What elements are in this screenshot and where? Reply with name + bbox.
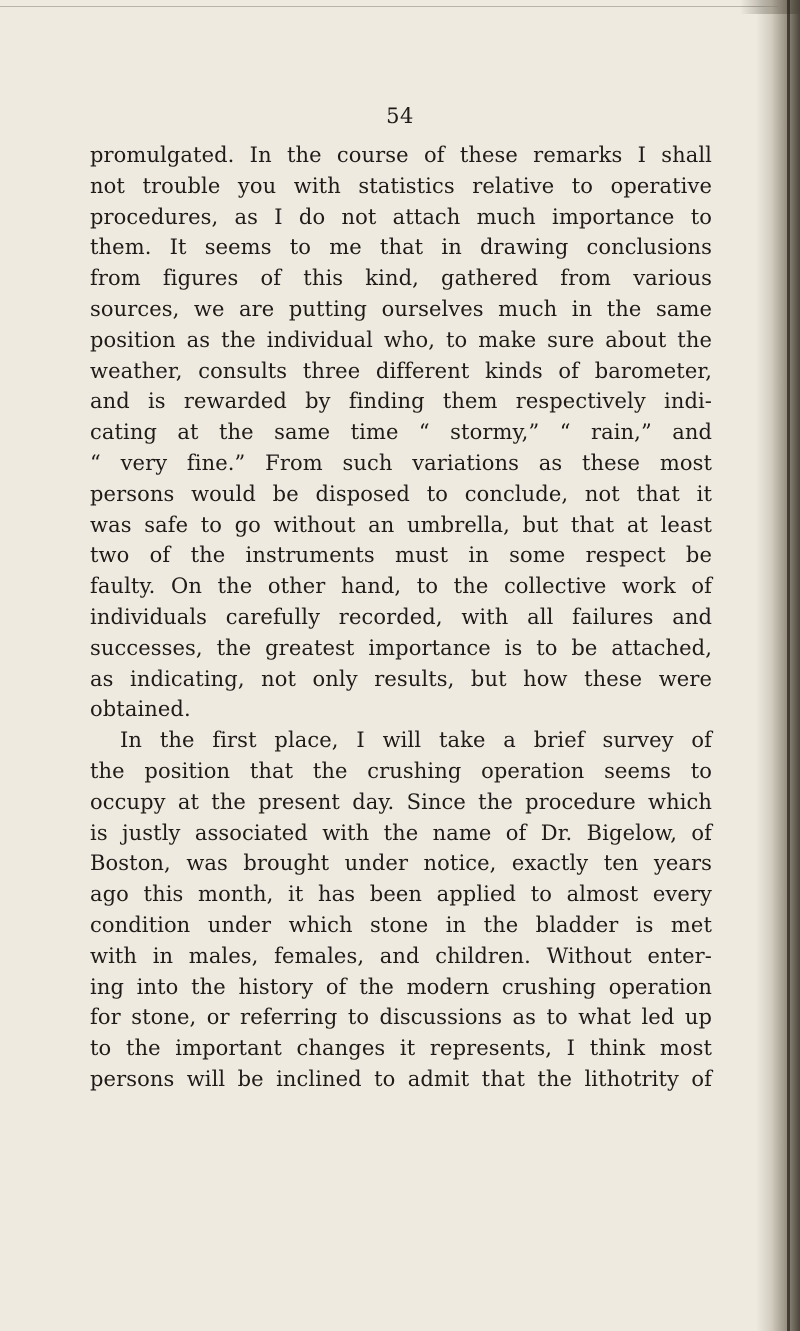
text-line: with in males, females, and children. Without enter-: [90, 943, 712, 968]
text-line: as indicating, not only results, but how these were: [90, 666, 712, 691]
text-line: persons will be inclined to admit that the lithotrity of: [90, 1066, 712, 1091]
paragraph-end-line: obtained.: [90, 697, 191, 722]
text-line: position as the individual who, to make sure about the: [90, 327, 712, 352]
text-line: weather, consults three different kinds of barometer,: [90, 358, 712, 383]
page-edge-line: [787, 0, 790, 1331]
text-line: ing into the history of the modern crushing operation: [90, 974, 712, 999]
text-line: faulty. On the other hand, to the collective work of: [90, 574, 712, 599]
text-line: two of the instruments must in some respect be: [90, 543, 712, 568]
text-line: ago this month, it has been applied to almost every: [90, 882, 712, 907]
text-line: individuals carefully recorded, with all failures and: [90, 604, 712, 629]
text-line: occupy at the present day. Since the procedure which: [90, 789, 712, 814]
top-rule: [0, 6, 778, 7]
text-line: Boston, was brought under notice, exactly ten years: [90, 851, 712, 876]
text-line: condition under which stone in the bladder is met: [90, 912, 712, 937]
text-line: was safe to go without an umbrella, but that at least: [90, 512, 712, 537]
text-line: from figures of this kind, gathered from various: [90, 266, 712, 291]
text-line: to the important changes it represents, I think most: [90, 1036, 712, 1061]
text-line: promulgated. In the course of these remarks I shall: [90, 143, 712, 167]
text-line: sources, we are putting ourselves much in the same: [90, 296, 712, 321]
text-line: cating at the same time “ stormy,” “ rain,” and: [90, 420, 712, 445]
text-line: procedures, as I do not attach much importance to: [90, 204, 712, 229]
text-line: for stone, or referring to discussions as to what led up: [90, 1005, 712, 1030]
text-line: successes, the greatest importance is to be attached,: [90, 635, 712, 660]
text-line: and is rewarded by finding them respectively indi-: [90, 389, 712, 414]
body-text: [90, 140, 712, 1095]
text-line: is justly associated with the name of Dr. Bigelow, of: [90, 820, 712, 845]
page-number: 54: [386, 104, 414, 128]
text-line: the position that the crushing operation seems to: [90, 758, 712, 783]
page-edge-shadow: [756, 0, 800, 1331]
text-line: them. It seems to me that in drawing conclusions: [90, 235, 712, 260]
text-line: persons would be disposed to conclude, not that it: [90, 481, 712, 506]
text-line: “ very fine.” From such variations as these most: [90, 450, 712, 475]
text-line: not trouble you with statistics relative to operative: [90, 173, 712, 198]
paragraph-start-line: In the first place, I will take a brief survey of: [120, 728, 712, 753]
